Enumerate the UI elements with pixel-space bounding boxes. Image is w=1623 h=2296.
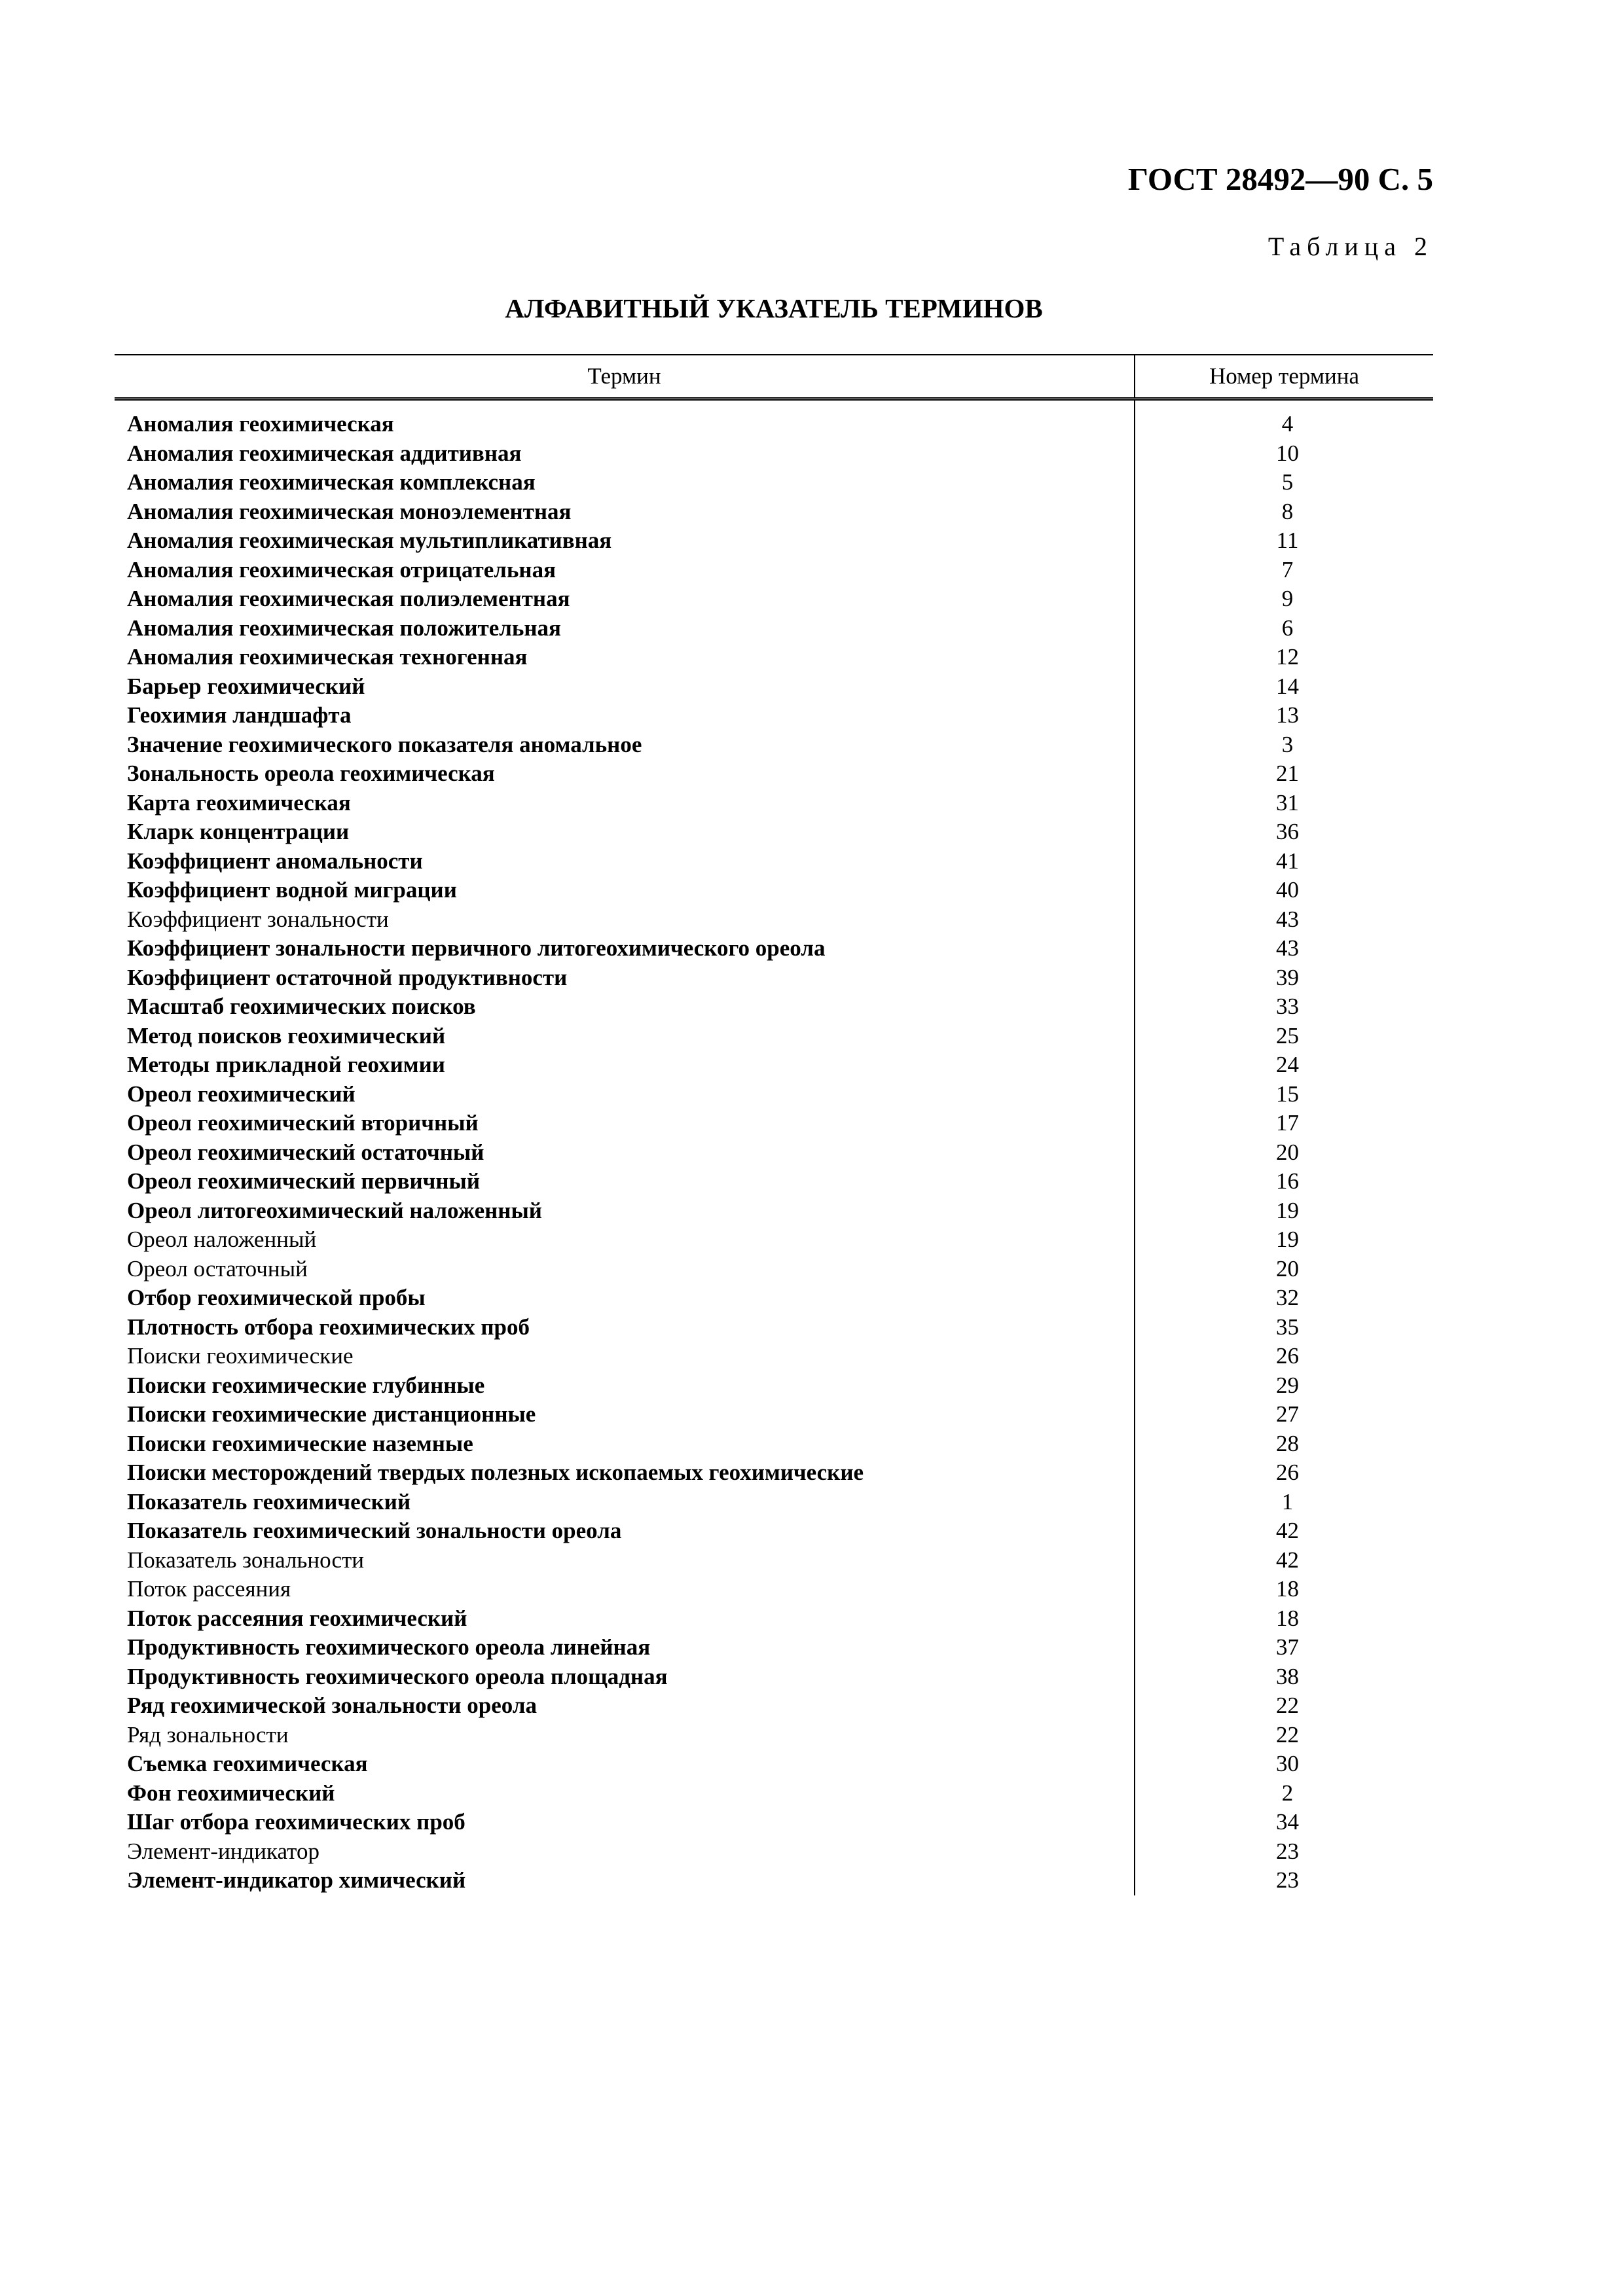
table-row: [115, 963, 1433, 993]
term-number-cell: 22: [1276, 1693, 1299, 1719]
term-number-cell: 19: [1276, 1197, 1299, 1223]
term-cell: Показатель геохимический: [115, 1488, 1135, 1517]
term-cell: Аномалия геохимическая положительная: [115, 614, 1135, 643]
term-number-cell: 25: [1276, 1022, 1299, 1049]
term-number-cell: 21: [1276, 761, 1299, 787]
term-number-cell: 26: [1276, 1343, 1299, 1369]
term-cell: Ореол геохимический: [115, 1080, 1135, 1109]
term-cell: Значение геохимического показателя аномальное: [115, 730, 1135, 760]
term-cell: Поток рассеяния геохимический: [115, 1604, 1135, 1634]
term-number-cell: 39: [1276, 964, 1299, 990]
term-number-cell: 35: [1276, 1314, 1299, 1340]
term-number-cell: 4: [1281, 411, 1294, 437]
term-number-cell: 36: [1276, 819, 1299, 845]
term-number-cell: 6: [1281, 615, 1294, 641]
term-number-cell: 41: [1276, 848, 1299, 874]
table-row: [115, 847, 1433, 876]
table-caption: Таблица 2: [1267, 232, 1433, 261]
term-cell: Аномалия геохимическая моноэлементная: [115, 497, 1135, 527]
term-number-cell: 17: [1276, 1110, 1299, 1136]
table-header-row: [115, 355, 1433, 399]
term-cell: Аномалия геохимическая полиэлементная: [115, 584, 1135, 614]
table-row: [115, 399, 1433, 439]
term-number-cell: 32: [1276, 1285, 1299, 1311]
term-cell: Аномалия геохимическая техногенная: [115, 643, 1135, 672]
table-row: [115, 1400, 1433, 1429]
term-number-cell: 33: [1276, 994, 1299, 1020]
term-cell: Поток рассеяния: [115, 1575, 1135, 1604]
table-row: [115, 526, 1433, 556]
term-cell: Методы прикладной геохимии: [115, 1050, 1135, 1080]
term-cell: Фон геохимический: [115, 1779, 1135, 1808]
term-number-cell: 3: [1281, 731, 1294, 757]
table-row: [115, 817, 1433, 847]
term-cell: Поиски геохимические: [115, 1342, 1135, 1371]
term-number-cell: 43: [1276, 906, 1299, 932]
term-cell: Барьер геохимический: [115, 672, 1135, 702]
term-cell: Масштаб геохимических поисков: [115, 992, 1135, 1022]
term-cell: Показатель зональности: [115, 1546, 1135, 1575]
term-number-cell: 27: [1276, 1401, 1299, 1427]
terms-index-table: [115, 354, 1433, 1895]
table-row: [115, 789, 1433, 818]
term-number-cell: 28: [1276, 1430, 1299, 1456]
term-number-cell: 37: [1276, 1634, 1299, 1660]
term-number-cell: 26: [1276, 1460, 1299, 1486]
term-number-cell: 23: [1276, 1838, 1299, 1864]
term-cell: Карта геохимическая: [115, 789, 1135, 818]
table-row: [115, 1022, 1433, 1051]
table-row: [115, 468, 1433, 497]
table-row: [115, 439, 1433, 469]
table-row: [115, 1866, 1433, 1895]
term-cell: Коэффициент зональности: [115, 905, 1135, 935]
table-row: [115, 643, 1433, 672]
term-number-cell: 19: [1276, 1227, 1299, 1253]
term-number-cell: 8: [1281, 498, 1294, 524]
table-row: [115, 701, 1433, 730]
term-number-cell: 40: [1276, 877, 1299, 903]
term-cell: Ряд геохимической зональности ореола: [115, 1691, 1135, 1721]
term-cell: Поиски геохимические дистанционные: [115, 1400, 1135, 1429]
column-header-number: Номер термина: [1135, 355, 1433, 399]
term-cell: Геохимия ландшафта: [115, 701, 1135, 730]
table-row: [115, 1808, 1433, 1837]
document-code: ГОСТ 28492—90 С. 5: [1127, 161, 1433, 197]
term-cell: Поиски геохимические наземные: [115, 1429, 1135, 1459]
term-cell: Поиски геохимические глубинные: [115, 1371, 1135, 1401]
table-row: [115, 1779, 1433, 1808]
term-cell: Аномалия геохимическая комплексная: [115, 468, 1135, 497]
table-row: [115, 1342, 1433, 1371]
term-number-cell: 42: [1276, 1547, 1299, 1573]
table-body: [115, 399, 1433, 1895]
term-cell: Аномалия геохимическая отрицательная: [115, 556, 1135, 585]
table-row: [115, 1488, 1433, 1517]
table-row: [115, 730, 1433, 760]
term-number-cell: 11: [1276, 528, 1299, 554]
term-number-cell: 18: [1276, 1576, 1299, 1602]
table-row: [115, 1662, 1433, 1692]
term-cell: Ореол геохимический вторичный: [115, 1109, 1135, 1138]
table-row: [115, 1516, 1433, 1546]
table-row: [115, 497, 1433, 527]
table-row: [115, 876, 1433, 905]
term-cell: Ореол наложенный: [115, 1225, 1135, 1255]
table-row: [115, 1255, 1433, 1284]
table-row: [115, 905, 1433, 935]
term-cell: Кларк концентрации: [115, 817, 1135, 847]
term-cell: Показатель геохимический зональности ореола: [115, 1516, 1135, 1546]
table-row: [115, 584, 1433, 614]
table-row: [115, 992, 1433, 1022]
term-number-cell: 31: [1276, 789, 1299, 816]
table-title: АЛФАВИТНЫЙ УКАЗАТЕЛЬ ТЕРМИНОВ: [505, 293, 1043, 323]
table-row: [115, 1050, 1433, 1080]
term-cell: Элемент-индикатор: [115, 1837, 1135, 1867]
term-number-cell: 10: [1276, 440, 1299, 466]
table-row: [115, 1371, 1433, 1401]
term-cell: Коэффициент остаточной продуктивности: [115, 963, 1135, 993]
term-cell: Ореол литогеохимический наложенный: [115, 1196, 1135, 1226]
table-row: [115, 1429, 1433, 1459]
table-row: [115, 1138, 1433, 1168]
term-cell: Шаг отбора геохимических проб: [115, 1808, 1135, 1837]
term-number-cell: 16: [1276, 1168, 1299, 1194]
term-cell: Съемка геохимическая: [115, 1749, 1135, 1779]
term-number-cell: 24: [1276, 1052, 1299, 1078]
term-number-cell: 2: [1281, 1780, 1294, 1806]
table-row: [115, 1458, 1433, 1488]
table-row: [115, 1283, 1433, 1313]
term-number-cell: 18: [1276, 1605, 1299, 1631]
term-cell: Отбор геохимической пробы: [115, 1283, 1135, 1313]
table-row: [115, 1167, 1433, 1196]
term-cell: Ореол геохимический первичный: [115, 1167, 1135, 1196]
table-row: [115, 1575, 1433, 1604]
table-row: [115, 934, 1433, 963]
table-row: [115, 1546, 1433, 1575]
term-cell: Коэффициент водной миграции: [115, 876, 1135, 905]
term-cell: Ряд зональности: [115, 1721, 1135, 1750]
table-row: [115, 1749, 1433, 1779]
term-cell: Поиски месторождений твердых полезных ископаемых геохимические: [115, 1458, 1135, 1488]
table-row: [115, 1196, 1433, 1226]
term-cell: Ореол остаточный: [115, 1255, 1135, 1284]
term-cell: Элемент-индикатор химический: [115, 1866, 1135, 1895]
term-cell: Метод поисков геохимический: [115, 1022, 1135, 1051]
term-cell: Плотность отбора геохимических проб: [115, 1313, 1135, 1342]
term-number-cell: 29: [1276, 1372, 1299, 1398]
table-row: [115, 1837, 1433, 1867]
term-cell: Коэффициент аномальности: [115, 847, 1135, 876]
term-number-cell: 5: [1281, 469, 1294, 495]
term-number-cell: 15: [1276, 1081, 1299, 1107]
term-number-cell: 20: [1276, 1139, 1299, 1165]
term-cell: Аномалия геохимическая аддитивная: [115, 439, 1135, 469]
table-row: [115, 614, 1433, 643]
column-header-term: Термин: [115, 355, 1135, 399]
term-cell: Аномалия геохимическая: [115, 399, 1135, 439]
table-row: [115, 1313, 1433, 1342]
term-cell: Зональность ореола геохимическая: [115, 759, 1135, 789]
table-row: [115, 1721, 1433, 1750]
term-number-cell: 43: [1276, 935, 1299, 961]
term-number-cell: 1: [1281, 1488, 1294, 1515]
term-cell: Продуктивность геохимического ореола площадная: [115, 1662, 1135, 1692]
table-row: [115, 556, 1433, 585]
term-cell: Аномалия геохимическая мультипликативная: [115, 526, 1135, 556]
term-number-cell: 14: [1276, 673, 1299, 699]
term-number-cell: 20: [1276, 1255, 1299, 1282]
table-row: [115, 1633, 1433, 1662]
term-number-cell: 7: [1281, 556, 1294, 583]
term-number-cell: 22: [1276, 1721, 1299, 1748]
table-row: [115, 672, 1433, 702]
term-number-cell: 42: [1276, 1518, 1299, 1544]
table-row: [115, 1225, 1433, 1255]
term-number-cell: 30: [1276, 1751, 1299, 1777]
term-number-cell: 34: [1276, 1809, 1299, 1835]
table-row: [115, 759, 1433, 789]
term-cell: Ореол геохимический остаточный: [115, 1138, 1135, 1168]
term-number-cell: 13: [1276, 702, 1299, 728]
table-row: [115, 1080, 1433, 1109]
term-cell: Коэффициент зональности первичного литогеохимического ореола: [115, 934, 1135, 963]
term-number-cell: 9: [1281, 586, 1294, 612]
table-row: [115, 1691, 1433, 1721]
term-number-cell: 38: [1276, 1663, 1299, 1689]
term-number-cell: 12: [1276, 644, 1299, 670]
table-row: [115, 1604, 1433, 1634]
table-row: [115, 1109, 1433, 1138]
term-number-cell: 23: [1276, 1867, 1299, 1893]
term-cell: Продуктивность геохимического ореола линейная: [115, 1633, 1135, 1662]
